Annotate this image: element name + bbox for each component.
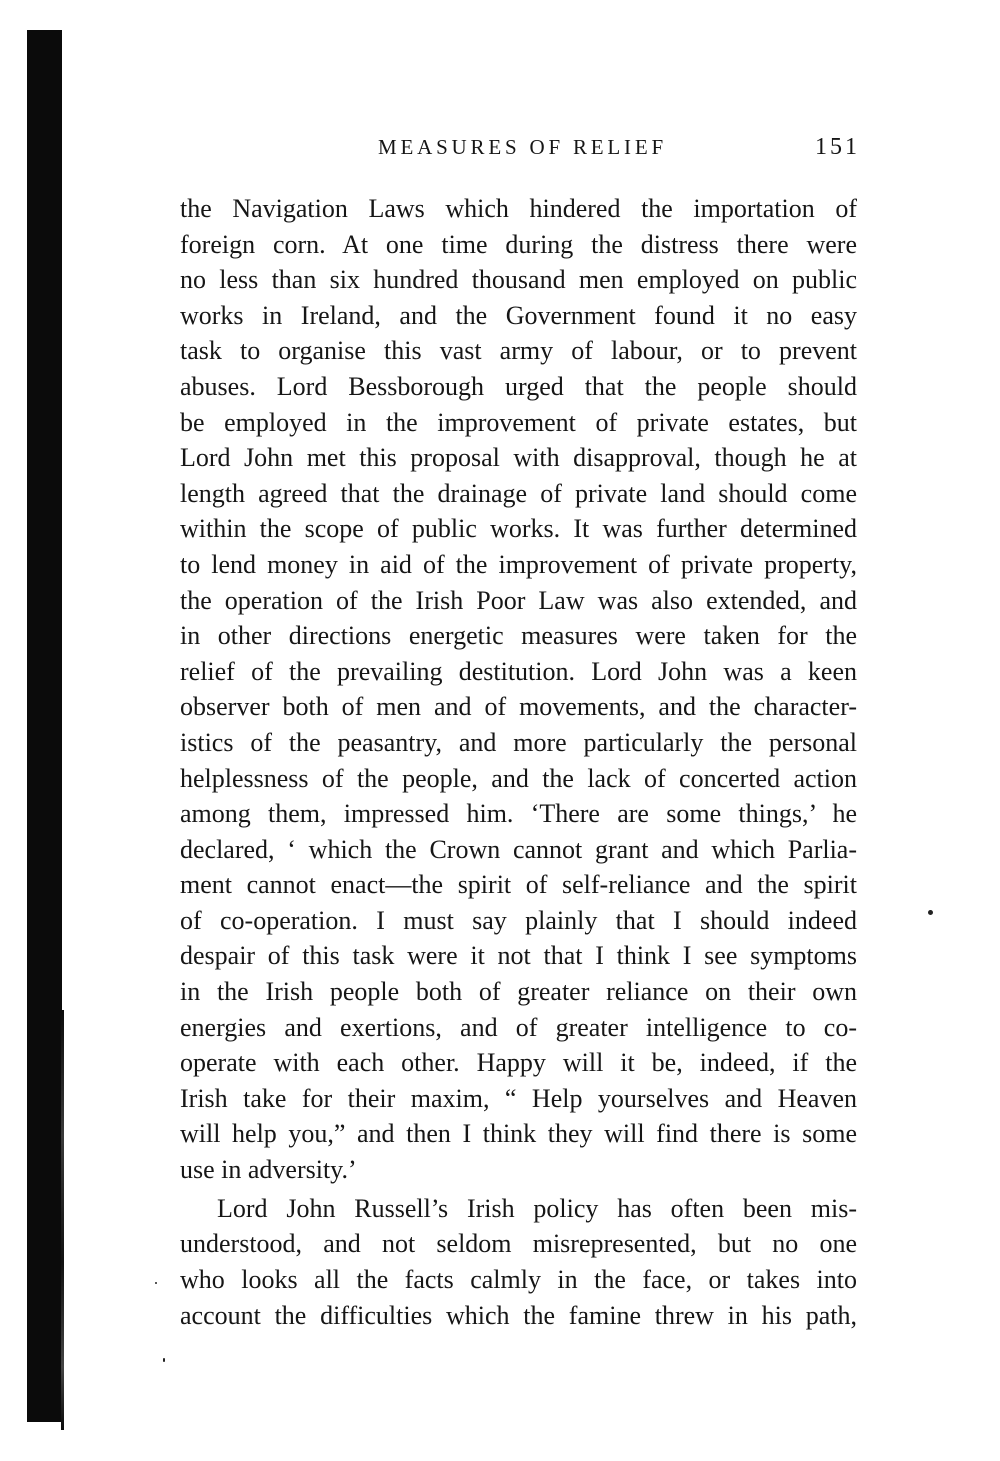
- text-line: account the difficulties which the famine threw in his path,: [180, 1300, 857, 1330]
- text-line: length agreed that the drainage of private land should come: [180, 478, 857, 508]
- text-line: the Navigation Laws which hindered the importation of: [180, 194, 857, 223]
- text-line: in other directions energetic measures were taken for the: [180, 621, 857, 651]
- text-line: despair of this task were it not that I think I see symptoms: [180, 941, 857, 971]
- text-line: understood, and not seldom misrepresented, but no one: [180, 1229, 857, 1259]
- text-line: helplessness of the people, and the lack of concerted action: [180, 763, 857, 793]
- text-line: no less than six hundred thousand men employed on public: [180, 265, 857, 295]
- text-line: the operation of the Irish Poor Law was also extended, and: [180, 585, 857, 615]
- text-line: operate with each other. Happy will it be, indeed, if the: [180, 1048, 857, 1078]
- text-line: of co-operation. I must say plainly that I should indeed: [180, 905, 857, 935]
- paragraph-1: [180, 191, 857, 1188]
- text-line: observer both of men and of movements, and the character-: [180, 692, 857, 722]
- page-number: 151: [815, 134, 860, 160]
- text-line: to lend money in aid of the improvement of private property,: [180, 549, 857, 579]
- text-line: within the scope of public works. It was further determined: [180, 514, 857, 544]
- body-text: [180, 191, 857, 1333]
- scan-speck: [163, 1358, 165, 1362]
- scan-speck: [155, 1282, 157, 1284]
- paragraph-2: [180, 1191, 857, 1333]
- text-line: in the Irish people both of greater reliance on their own: [180, 977, 857, 1007]
- text-line: abuses. Lord Bessborough urged that the people should: [180, 371, 857, 401]
- text-line: ment cannot enact—the spirit of self-reliance and the spirit: [180, 870, 857, 900]
- text-line-indented: Lord John Russell’s Irish policy has often been mis-: [217, 1193, 857, 1223]
- text-line: works in Ireland, and the Government found it no easy: [180, 300, 857, 330]
- text-line: will help you,” and then I think they will find there is some: [180, 1119, 857, 1149]
- text-line: who looks all the facts calmly in the face, or takes into: [180, 1265, 857, 1294]
- text-line: energies and exertions, and of greater intelligence to co-: [180, 1012, 857, 1042]
- scan-speck: [928, 910, 933, 915]
- text-line: be employed in the improvement of private estates, but: [180, 407, 857, 437]
- text-line: istics of the peasantry, and more particularly the personal: [180, 727, 857, 757]
- text-line: Lord John met this proposal with disapproval, though he at: [180, 443, 857, 473]
- text-line-paragraph-end: use in adversity.’: [180, 1155, 357, 1185]
- text-line: task to organise this vast army of labour, or to prevent: [180, 336, 857, 366]
- text-line: relief of the prevailing destitution. Lord John was a keen: [180, 656, 857, 686]
- text-line: among them, impressed him. ‘There are some things,’ he: [180, 799, 857, 829]
- text-line: foreign corn. At one time during the distress there were: [180, 229, 857, 259]
- text-line: Irish take for their maxim, “ Help yourselves and Heaven: [180, 1083, 857, 1113]
- running-title: MEASURES OF RELIEF: [378, 135, 667, 159]
- text-line: declared, ‘ which the Crown cannot grant and which Parlia-: [180, 834, 857, 864]
- binding-shadow: [27, 30, 62, 1422]
